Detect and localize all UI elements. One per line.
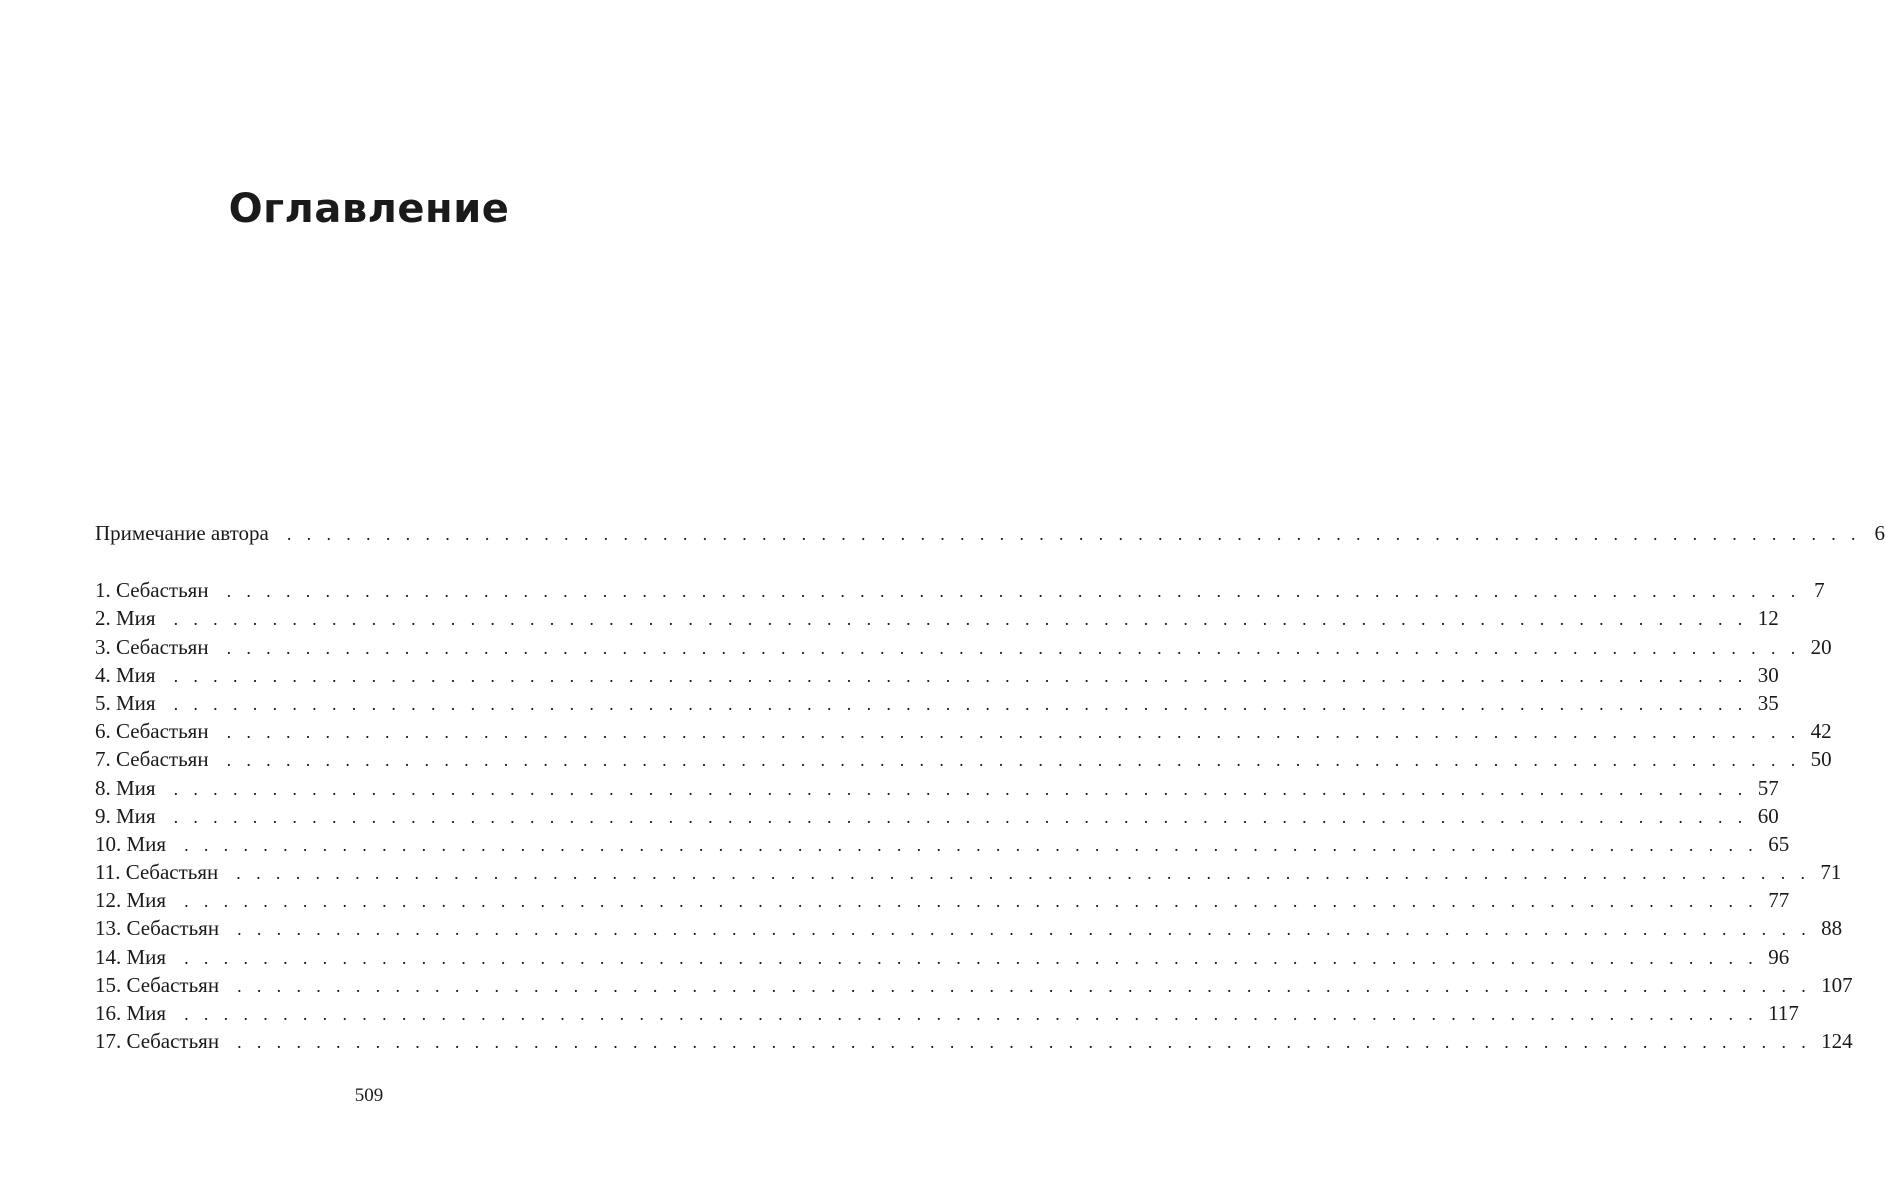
page-title: Оглавление (228, 186, 510, 232)
toc-entry-page: 96 (1768, 944, 1790, 969)
toc-entry (95, 519, 1885, 547)
toc-entry-label: 12. Мия (95, 888, 167, 913)
toc-entry-page: 117 (1768, 1001, 1799, 1025)
toc-dot-leader: . . . . . . . . . . . . . . . . . . . . . . . . . . . . . . . . . . . . . . . . . . . . . . . . . . . . . . . . . . . . . . . . . . . . . . . . . . . . . . . . (173, 778, 1748, 799)
toc-entry (95, 830, 1790, 858)
toc-entry-page: 71 (1820, 860, 1842, 885)
toc-dot-leader: . . . . . . . . . . . . . . . . . . . . . . . . . . . . . . . . . . . . . . . . . . . . . . . . . . . . . . . . . . . . . . . . . . . . . . . . . . . . . . . . (173, 693, 1748, 714)
toc-entry-label: Примечание автора (95, 521, 269, 545)
toc-entry (95, 717, 1832, 745)
toc-entry-label: 3. Себастьян (95, 634, 209, 659)
toc-dot-leader: . . . . . . . . . . . . . . . . . . . . . . . . . . . . . . . . . . . . . . . . . . . . . . . . . . . . . . . . . . . . . . . . . . . . . . . . . . . . . . . . (184, 947, 1759, 968)
toc-dot-leader: . . . . . . . . . . . . . . . . . . . . . . . . . . . . . . . . . . . . . . . . . . . . . . . . . . . . . . . . . . . . . . . . . . . . . . . . . . . . . . . . (226, 722, 1801, 743)
toc-entry-label: 6. Себастьян (95, 719, 209, 744)
toc-entry (95, 971, 1853, 999)
toc-entry-page: 57 (1757, 775, 1779, 800)
toc-dot-leader: . . . . . . . . . . . . . . . . . . . . . . . . . . . . . . . . . . . . . . . . . . . . . . . . . . . . . . . . . . . . . . . . . . . . . . . . . . . . . . . . (237, 975, 1812, 996)
toc-dot-leader: . . . . . . . . . . . . . . . . . . . . . . . . . . . . . . . . . . . . . . . . . . . . . . . . . . . . . . . . . . . . . . . . . . . . . . . . . . . . . . . . (184, 1004, 1759, 1024)
toc-entry-label: 15. Себастьян (95, 972, 220, 997)
toc-entry-label: 14. Мия (95, 944, 167, 969)
toc-dot-leader: . . . . . . . . . . . . . . . . . . . . . . . . . . . . . . . . . . . . . . . . . . . . . . . . . . . . . . . . . . . . . . . . . . . . . . . . . . . . . . . . (173, 609, 1748, 630)
toc-entry-page: 35 (1757, 690, 1779, 715)
toc-entry-page: 20 (1810, 634, 1832, 659)
toc-entry (95, 943, 1790, 971)
toc-entry-page: 65 (1768, 831, 1790, 856)
toc-dot-leader: . . . . . . . . . . . . . . . . . . . . . . . . . . . . . . . . . . . . . . . . . . . . . . . . . . . . . . . . . . . . . . . . . . . . . . . . . . . . . . . . (184, 834, 1759, 855)
toc-entry (95, 633, 1832, 661)
toc-entry-page: 88 (1821, 916, 1843, 941)
toc-dot-leader: . . . . . . . . . . . . . . . . . . . . . . . . . . . . . . . . . . . . . . . . . . . . . . . . . . . . . . . . . . . . . . . . . . . . . . . . . . . . . . . . (226, 581, 1801, 602)
toc-entry-label: 5. Мия (95, 690, 156, 715)
toc-dot-leader: . . . . . . . . . . . . . . . . . . . . . . . . . . . . . . . . . . . . . . . . . . . . . . . . . . . . . . . . . . . . . . . . . . . . . . . . . . . . . . . . (226, 637, 1801, 658)
toc-dot-leader: . . . . . . . . . . . . . . . . . . . . . . . . . . . . . . . . . . . . . . . . . . . . . . . . . . . . . . . . . . . . . . . . . . . . . . . . . . . . . . . . (237, 1032, 1812, 1053)
toc-entry (95, 886, 1790, 914)
toc-entry (95, 576, 1825, 604)
toc-entry-page: 12 (1757, 606, 1779, 631)
toc-dot-leader: . . . . . . . . . . . . . . . . . . . . . . . . . . . . . . . . . . . . . . . . . . . . . . . . . . . . . . . . . . . . . . . . . . . . . . . . . . . . . . . . (237, 919, 1812, 940)
toc-entry-page: 77 (1768, 888, 1790, 913)
toc-entry (95, 745, 1832, 773)
page-number: 509 (354, 1085, 384, 1106)
toc-entry-page: 7 (1814, 578, 1825, 603)
toc-dot-leader: . . . . . . . . . . . . . . . . . . . . . . . . . . . . . . . . . . . . . . . . . . . . . . . . . . . . . . . . . . . . . . . . . . . . . . . . . . . . . . . . (184, 891, 1759, 912)
toc-entry (95, 689, 1779, 717)
toc-entry-label: 8. Мия (95, 775, 156, 800)
toc-entry (95, 661, 1779, 689)
toc-entry (95, 1027, 1853, 1055)
toc-entry-label: 13. Себастьян (95, 916, 220, 941)
toc-entry (95, 604, 1779, 632)
toc-entry-page: 42 (1810, 719, 1832, 744)
toc-entry (95, 999, 1799, 1027)
toc-entry (95, 858, 1842, 886)
toc-entry-page: 124 (1821, 1029, 1853, 1054)
toc-entry-label: 2. Мия (95, 606, 156, 631)
toc-entry-label: 16. Мия (95, 1001, 167, 1025)
toc-entry-page: 6 (1874, 521, 1885, 545)
toc-entry-page: 107 (1821, 972, 1853, 997)
toc-entry-label: 11. Себастьян (95, 860, 219, 885)
toc-entry (95, 914, 1843, 942)
toc-entry-label: 17. Себастьян (95, 1029, 220, 1054)
toc-entry-label: 7. Себастьян (95, 747, 209, 772)
toc-entry-page: 30 (1757, 662, 1779, 687)
toc-dot-leader: . . . . . . . . . . . . . . . . . . . . . . . . . . . . . . . . . . . . . . . . . . . . . . . . . . . . . . . . . . . . . . . . . . . . . . . . . . . . . . . . (286, 524, 1861, 544)
toc-entry-label: 1. Себастьян (95, 578, 209, 603)
toc-dot-leader: . . . . . . . . . . . . . . . . . . . . . . . . . . . . . . . . . . . . . . . . . . . . . . . . . . . . . . . . . . . . . . . . . . . . . . . . . . . . . . . . (173, 665, 1748, 686)
toc-dot-leader: . . . . . . . . . . . . . . . . . . . . . . . . . . . . . . . . . . . . . . . . . . . . . . . . . . . . . . . . . . . . . . . . . . . . . . . . . . . . . . . . (236, 863, 1811, 884)
toc-entry-label: 10. Мия (95, 831, 167, 856)
toc-entry (95, 802, 1779, 830)
toc-entry-label: 9. Мия (95, 803, 156, 828)
table-of-contents (95, 519, 1885, 1055)
toc-entry-page: 60 (1757, 803, 1779, 828)
toc-entry-label: 4. Мия (95, 662, 156, 687)
toc-entry-page: 50 (1810, 747, 1832, 772)
toc-dot-leader: . . . . . . . . . . . . . . . . . . . . . . . . . . . . . . . . . . . . . . . . . . . . . . . . . . . . . . . . . . . . . . . . . . . . . . . . . . . . . . . . (173, 806, 1748, 827)
toc-dot-leader: . . . . . . . . . . . . . . . . . . . . . . . . . . . . . . . . . . . . . . . . . . . . . . . . . . . . . . . . . . . . . . . . . . . . . . . . . . . . . . . . (226, 750, 1801, 771)
toc-entry (95, 774, 1779, 802)
